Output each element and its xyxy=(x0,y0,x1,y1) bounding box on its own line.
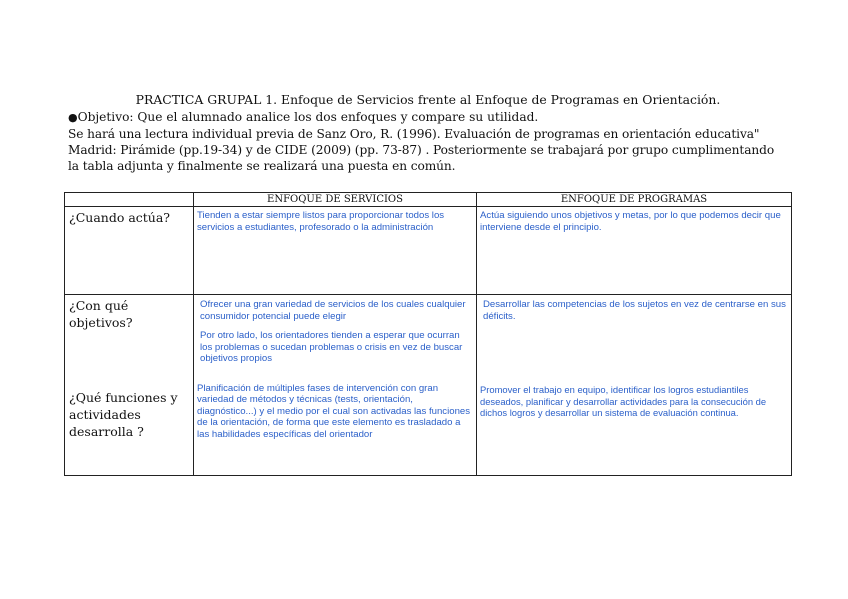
label-que-funciones: ¿Qué funciones y xyxy=(69,390,178,405)
header-servicios: ENFOQUE DE SERVICIOS xyxy=(194,193,477,207)
table-header-row xyxy=(65,193,792,207)
label-desarrolla: desarrolla ? xyxy=(69,424,144,439)
intro-line-3: la tabla adjunta y finalmente se realizará una puesta en común. xyxy=(68,159,456,173)
header-empty-cell xyxy=(65,193,194,207)
table-row xyxy=(65,207,792,295)
document-header xyxy=(68,92,788,174)
cell-programas-cuando: Actúa siguiendo unos objetivos y metas, por lo que podemos decir que interviene desde el principio. xyxy=(477,207,792,295)
comparison-table xyxy=(64,192,792,476)
page-title: PRACTICA GRUPAL 1. Enfoque de Servicios frente al Enfoque de Programas en Orientación. xyxy=(135,92,721,107)
row-label-objetivos-funciones xyxy=(65,295,194,476)
cell-servicios-cuando: Tienden a estar siempre listos para proporcionar todos los servicios a estudiantes, profesorado o la administración xyxy=(194,207,477,295)
row-label-cuando: ¿Cuando actúa? xyxy=(65,207,194,295)
programas-objetivo: Desarrollar las competencias de los sujetos en vez de centrarse en sus déficits. xyxy=(483,299,786,322)
intro-line-2: Madrid: Pirámide (pp.19-34) y de CIDE (2009) (pp. 73-87) . Posteriormente se trabajará por grupo cumplimentando xyxy=(68,143,775,157)
servicios-funciones: Planificación de múltiples fases de intervención con gran variedad de métodos y técnicas (tests, orientación, diagnóstico...) y el medio por el cual son activadas las funciones de la orientación, de forma que este elemento es trasladado a las habilidades específicas del orientador xyxy=(197,382,471,440)
objective-line xyxy=(68,109,788,126)
label-objetivos: objetivos? xyxy=(69,315,133,330)
bullet-icon: ● xyxy=(68,111,78,124)
header-programas: ENFOQUE DE PROGRAMAS xyxy=(477,193,792,207)
label-actividades: actividades xyxy=(69,407,141,422)
objective-text: : Que el alumnado analice los dos enfoques y compare su utilidad. xyxy=(129,110,539,124)
label-con-que: ¿Con qué xyxy=(69,298,129,313)
servicios-objetivo-1: Ofrecer una gran variedad de servicios de los cuales cualquier consumidor potencial puede elegir xyxy=(200,299,466,322)
objective-label: Objetivo xyxy=(77,110,130,124)
servicios-objetivo-2: Por otro lado, los orientadores tienden a esperar que ocurran los problemas o sucedan problemas o crisis en vez de buscar objetivos propios xyxy=(200,330,463,364)
table-row xyxy=(65,295,792,476)
intro-line-1: Se hará una lectura individual previa de Sanz Oro, R. (1996). Evaluación de programas en orientación educativa" xyxy=(68,127,760,141)
programas-funciones: Promover el trabajo en equipo, identificar los logros estudiantiles deseados, planificar y desarrollar actividades para la consecución de dichos logros y desarrollar un sistema de evaluación continua. xyxy=(480,384,767,418)
cell-programas-objetivos xyxy=(477,295,792,476)
cell-servicios-objetivos xyxy=(194,295,477,476)
